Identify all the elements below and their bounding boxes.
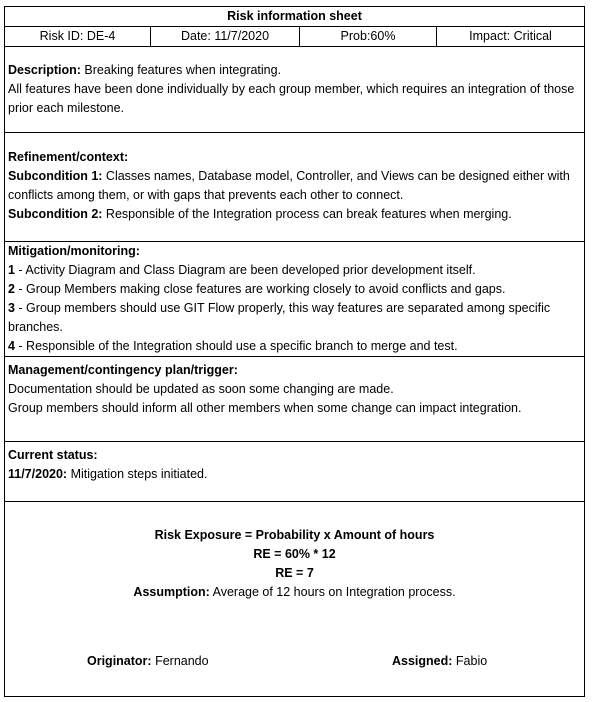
- risk-sheet: [4, 6, 585, 697]
- mitigation-heading: Mitigation/monitoring:: [8, 244, 140, 258]
- description-text: Breaking features when integrating.: [80, 63, 282, 77]
- originator-name: Fernando: [151, 654, 209, 668]
- risk-id-cell: Risk ID: DE-4: [5, 27, 151, 46]
- subcondition-1-label: Subcondition 1:: [8, 169, 103, 183]
- mitigation-item: [8, 261, 581, 280]
- assigned-name: Fabio: [452, 654, 488, 668]
- sheet-title: Risk information sheet: [5, 7, 584, 27]
- management-line-1: Documentation should be updated as soon some changing are made.: [8, 382, 394, 396]
- assumption-text: Average of 12 hours on Integration process.: [209, 585, 456, 599]
- assigned-label: Assigned:: [392, 654, 453, 668]
- mitigation-item-number: 4: [8, 339, 15, 353]
- status-date: 11/7/2020:: [8, 467, 68, 481]
- date-cell: Date: 11/7/2020: [151, 27, 300, 46]
- meta-row: [5, 27, 584, 47]
- exposure-re-2: RE = 7: [275, 566, 314, 580]
- assumption-line: [8, 583, 581, 602]
- status-text: Mitigation steps initiated.: [67, 467, 208, 481]
- refinement-section: [5, 133, 584, 242]
- management-line-2: Group members should inform all other members when some change can impact integration.: [8, 401, 522, 415]
- refinement-heading: Refinement/context:: [8, 150, 129, 164]
- management-heading: Management/contingency plan/trigger:: [8, 363, 238, 377]
- description-label: Description:: [8, 63, 81, 77]
- mitigation-item: [8, 280, 581, 299]
- mitigation-item-number: 3: [8, 301, 15, 315]
- mitigation-item-number: 1: [8, 263, 15, 277]
- description-line: [8, 61, 581, 80]
- signoff-section: [5, 605, 584, 697]
- assigned: [392, 652, 487, 671]
- mitigation-item-number: 2: [8, 282, 15, 296]
- subcondition-2-label: Subcondition 2:: [8, 207, 103, 221]
- status-section: [5, 442, 584, 502]
- subcondition-1-text: Classes names, Database model, Controller, and Views can be designed either with conflicts among them, or with gaps that prevents each other to connect.: [8, 169, 570, 202]
- status-line: [8, 465, 581, 484]
- management-section: [5, 357, 584, 442]
- mitigation-section: [5, 242, 584, 357]
- mitigation-item-text: - Group Members making close features are working closely to avoid conflicts and gaps.: [14, 282, 506, 296]
- impact-cell: Impact: Critical: [469, 29, 552, 43]
- probability-cell: Prob:60%: [300, 27, 437, 46]
- assumption-label: Assumption:: [133, 585, 210, 599]
- exposure-formula: Risk Exposure = Probability x Amount of hours: [154, 528, 435, 542]
- mitigation-item-text: - Group members should use GIT Flow properly, this way features are separated among specific branches.: [8, 301, 551, 334]
- mitigation-item-text: - Responsible of the Integration should use a specific branch to merge and test.: [14, 339, 458, 353]
- mitigation-item: [8, 299, 581, 337]
- subcondition-2-text: Responsible of the Integration process can break features when merging.: [102, 207, 512, 221]
- originator: [87, 652, 209, 671]
- exposure-re-1: RE = 60% * 12: [253, 547, 336, 561]
- description-detail: All features have been done individually by each group member, which requires an integration of those prior each milestone.: [8, 82, 575, 115]
- status-heading: Current status:: [8, 448, 98, 462]
- subcondition-1: [8, 167, 581, 205]
- exposure-section: [5, 502, 584, 605]
- mitigation-item-text: - Activity Diagram and Class Diagram are been developed prior development itself.: [14, 263, 476, 277]
- originator-label: Originator:: [87, 654, 152, 668]
- subcondition-2: [8, 205, 581, 224]
- description-section: [5, 46, 584, 133]
- mitigation-item: [8, 337, 581, 356]
